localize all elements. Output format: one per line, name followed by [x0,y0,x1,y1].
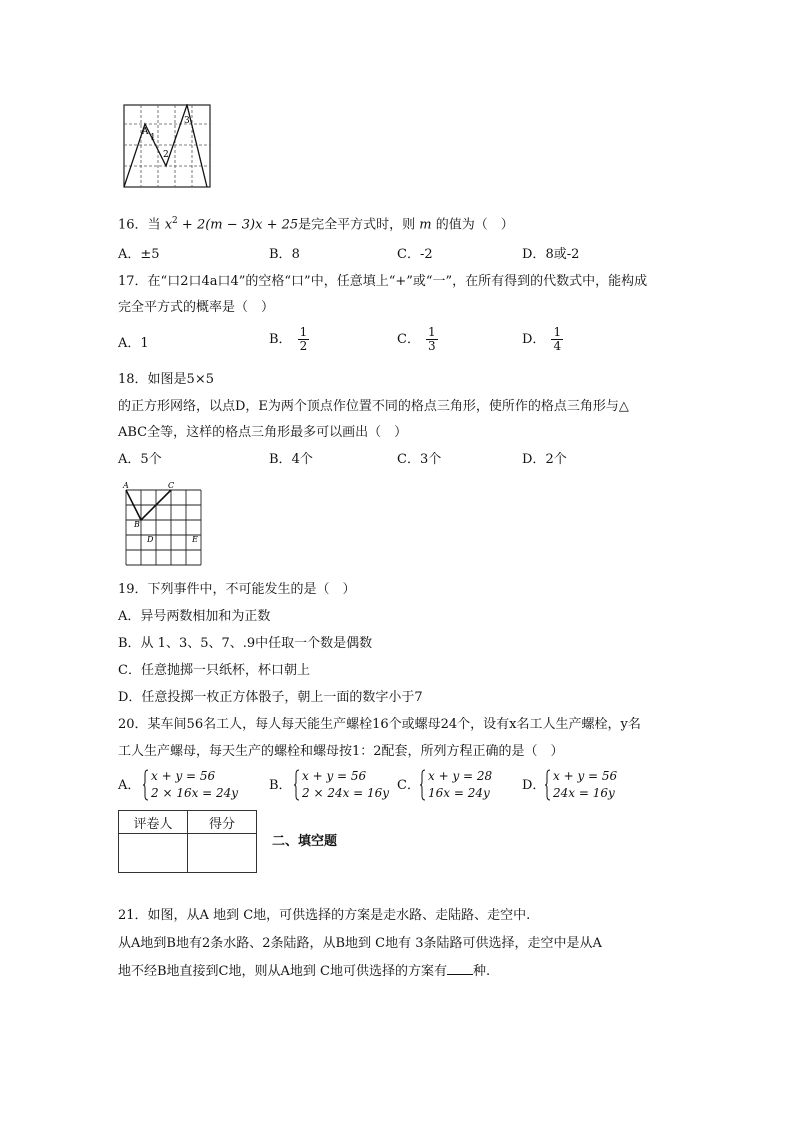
option-text: 5个 [140,452,162,467]
option-text: 4个 [291,452,313,467]
grid-label-b: B [134,520,140,529]
option-key: D． [522,452,546,467]
grid-label-e: E [192,535,198,544]
q20-option-b-key[interactable]: B． [269,778,292,793]
equation-1: x + y = 56 [151,769,216,783]
fig-label-2: 2 [163,150,169,160]
q19-stem: 19．下列事件中，不可能发生的是（ ） [118,582,356,597]
q18-stem-line1: 18．如图是5×5 [118,372,214,387]
fraction-denominator: 3 [427,339,436,353]
q17-option-a[interactable] [118,334,149,354]
option-text: ±5 [140,247,160,262]
option-text: -2 [419,247,433,262]
q16-stem [118,211,514,235]
q18-option-c[interactable] [397,450,441,470]
option-text: 8或-2 [545,247,580,262]
equation-1: x + y = 56 [302,769,367,783]
q16-option-d[interactable] [522,245,579,265]
equation-1: x + y = 56 [553,769,618,783]
section-title: 二、填空题 [272,834,338,849]
q17-option-d[interactable] [522,326,563,353]
q17-stem-line2: 完全平方式的概率是（ ） [118,300,275,315]
grid-label-c: C [168,482,175,490]
fraction-denominator: 2 [299,339,308,353]
brace-icon [294,769,300,801]
fraction-numerator: 1 [427,325,436,339]
q19-option-a[interactable]: A．异号两数相加和为正数 [118,609,271,624]
q19-option-c[interactable]: C．任意抛掷一只纸杯，杯口朝上 [118,663,310,678]
option-key: A． [118,247,141,262]
q16-var: m [419,217,432,233]
option-key: B． [269,247,292,262]
q20-stem-line1: 20．某车间56名工人，每人每天能生产螺栓16个或螺母24个，设有x名工人生产螺栓，y名 [118,717,641,732]
q21-stem-line3 [118,962,490,982]
fraction-denominator: 4 [553,339,562,353]
option-text: 3个 [419,452,442,467]
zigzag-grid-figure [123,104,211,188]
option-key: A． [118,336,141,351]
equation-2: 2 × 24x = 16y [302,786,390,800]
q20-option-d-key[interactable]: D． [522,778,546,793]
q17-stem-line1: 17．在“口2口4a口4”的空格“口”中，任意填上“+”或“一”，在所有得到的代数式中，能构成 [118,274,648,289]
answer-blank[interactable] [447,962,473,975]
q18-stem-line2: 的正方形网络，以点D，E为两个顶点作位置不同的格点三角形，使所作的格点三角形与△ [118,399,629,414]
option-key: B． [269,452,292,467]
q16-option-c[interactable] [397,245,433,265]
option-key: D． [522,247,546,262]
option-key: C． [397,452,420,467]
brace-icon [545,769,551,801]
q18-option-d[interactable] [522,450,567,470]
q19-option-b[interactable]: B．从 1、3、5、7、.9中任取一个数是偶数 [118,636,373,651]
brace-icon [143,769,149,801]
option-key: D． [522,332,546,347]
grid-label-d: D [147,535,154,544]
option-text: 2个 [545,452,567,467]
option-key: A． [118,452,141,467]
q16-expr-x: x [164,217,173,233]
q18-stem-line3: ABC全等，这样的格点三角形最多可以画出（ ） [118,425,408,440]
score-table-header-grader: 评卷人 [119,811,188,834]
score-table [118,810,257,873]
q16-suffix2: 的值为（ ） [431,217,514,233]
fraction-numerator: 1 [299,325,308,339]
score-table-cell-grader[interactable] [119,834,188,873]
q20-option-a-system[interactable] [143,768,253,804]
option-key: B． [269,332,292,347]
fig-label-3: 3 [184,116,190,126]
equation-2: 2 × 16x = 24y [151,786,239,800]
equation-2: 24x = 16y [553,786,615,800]
fraction [298,326,310,353]
q20-option-a-key[interactable]: A． [118,778,141,793]
q19-option-d[interactable]: D．任意投掷一枚正方体骰子，朝上一面的数字小于7 [118,690,423,705]
q16-number: 16． [118,217,148,233]
q16-expr-sup: 2 [172,216,178,226]
q16-expr-rest: + 2(m − 3)x + 25 [177,217,299,233]
q21-stem-line2: 从A地到B地有2条水路、2条陆路，从B地到 C地有 3条陆路可供选择，走空中是从A [118,936,602,951]
q20-option-b-system[interactable] [294,768,394,804]
triangle-grid-figure [122,482,204,566]
q17-option-c[interactable] [397,326,438,353]
equation-2: 16x = 24y [428,786,490,800]
q18-option-a[interactable] [118,450,162,470]
option-text: 1 [140,336,149,351]
score-table-header-score: 得分 [188,811,257,834]
fig-label-1: 1 [150,133,156,143]
q16-option-a[interactable] [118,245,160,265]
q16-prefix: 当 [147,217,161,233]
q21-line3-text: 地不经B地直接到C地，则从A地到 C地可供选择的方案有 [118,964,447,979]
fraction [551,326,563,353]
brace-icon [420,769,426,801]
equation-1: x + y = 28 [428,769,493,783]
q16-suffix: 是完全平方式时，则 [298,217,420,233]
q21-line3-end: 种. [472,964,491,979]
q17-option-b[interactable] [269,326,309,353]
q18-option-b[interactable] [269,450,313,470]
q16-option-b[interactable] [269,245,300,265]
fraction-numerator: 1 [553,325,562,339]
grid-label-a: A [123,482,129,490]
q20-option-c-key[interactable]: C． [397,778,420,793]
option-key: C． [397,247,420,262]
fraction [426,326,438,353]
q21-stem-line1: 21．如图，从A 地到 C地，可供选择的方案是走水路、走陆路、走空中. [118,908,531,923]
q20-option-c-system[interactable] [420,768,510,804]
q20-option-d-system[interactable] [545,768,635,804]
q20-stem-line2: 工人生产螺母，每天生产的螺栓和螺母按1：2配套，所列方程正确的是（ ） [118,744,564,759]
option-key: C． [397,332,420,347]
option-text: 8 [291,247,300,262]
score-table-cell-score[interactable] [188,834,257,873]
fig-label-a: A [142,127,149,137]
